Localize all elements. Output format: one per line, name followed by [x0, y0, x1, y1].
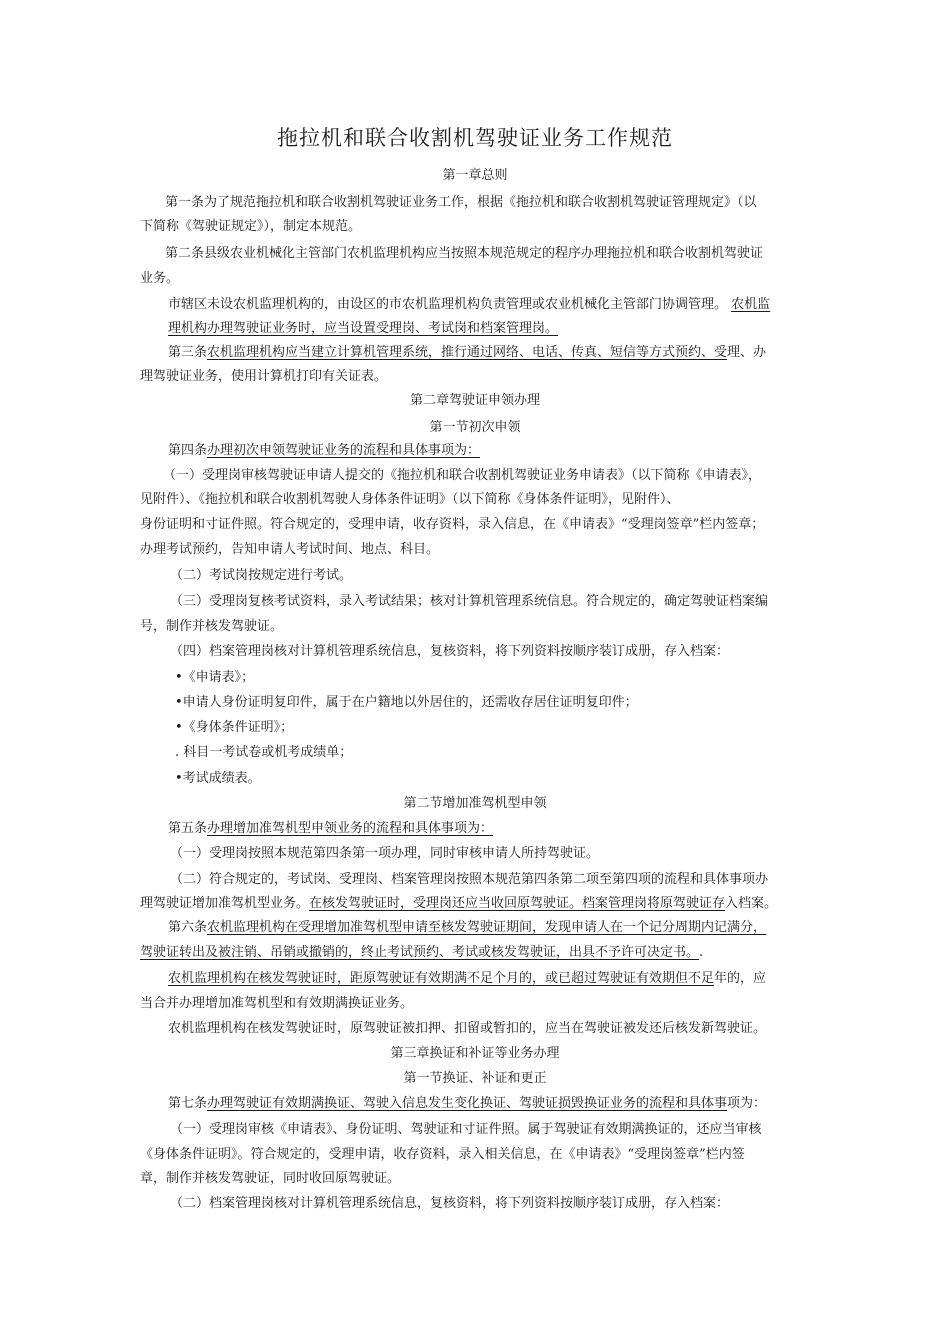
- archive-list-item: . 科目一考试卷或机考成绩单；: [175, 745, 353, 760]
- article-2-line-1: 第二条县级农业机械化主管部门农机监理机构应当按照本规范规定的程序办理拖拉机和联合收割机驾驶证: [165, 246, 764, 261]
- article-7-item-1-line-2: 《身体条件证明》。符合规定的，受理申请，收存资料，录入相关信息，在《申请表》“受理岗签章”栏内签: [140, 1147, 745, 1162]
- article-5-item-2-line-2: [140, 896, 777, 912]
- paragraph-merge-underlined: 农机监理机构在核发驾驶证时，距原驾驶证有效期满不足个月的，或已超过驾驶证有效期但不足: [168, 971, 715, 986]
- article-6-line-2-tail: .: [699, 945, 704, 960]
- article-7-underlined: 办理驾驶证有效期满换证、驾驶入信息发生变化换证、驾驶证损毁换证业务的流程和具体事: [207, 1096, 728, 1111]
- article-7-item-1-line-1: （一）受理岗审核《申请表》、身份证明、驾驶证和寸证件照。属于驾驶证有效期满换证的，还应当审核: [170, 1122, 762, 1137]
- archive-list-item: •考试成绩表。: [175, 771, 261, 786]
- article-1-line-1: 第一条为了规范拖拉机和联合收割机驾驶证业务工作，根据《拖拉机和联合收割机驾驶证管理规定》（以: [165, 195, 757, 210]
- article-4-item-1-line-3: 身份证明和寸证件照。符合规定的，受理申请，收存资料，录入信息，在《申请表》“受理岗签章”栏内签章；: [140, 517, 765, 532]
- article-6-line-2-underlined: 驾驶证转出及被注销、吊销或撤销的，终止考试预约、考试或核发驾驶证，出具不予许可决定书。: [140, 945, 700, 960]
- article-4-item-3-line-1: （三）受理岗复核考试资料，录入考试结果；核对计算机管理系统信息。符合规定的，确定驾驶证档案编: [170, 594, 769, 609]
- article-3-tail: 理、办: [727, 345, 767, 360]
- chapter-2-heading: 第二章驾驶证申领办理: [409, 393, 540, 408]
- paragraph-merge-line-1: [168, 971, 766, 987]
- article-3-line-2: 理驾驶证业务，使用计算机打印有关证表。: [140, 369, 388, 384]
- archive-list-item: •《申请表》；: [175, 670, 255, 685]
- section-2-1-heading: 第一节初次申领: [429, 420, 521, 435]
- article-4-item-4: （四）档案管理岗核对计算机管理系统信息，复核资料，将下列资料按顺序装订成册，存入档案：: [170, 644, 730, 659]
- archive-list-item: •申请人身份证明复印件，属于在户籍地以外居住的，还需收存居住证明复印件；: [175, 695, 638, 710]
- article-5-label: 第五条: [168, 821, 208, 836]
- article-7-item-2: （二）档案管理岗核对计算机管理系统信息，复核资料，将下列资料按顺序装订成册，存入档案：: [170, 1196, 730, 1211]
- article-5-item-2-underlined: 在核发驾驶证时，受理岗还应当收回原驾驶证。档案管理岗将原驾驶证存: [309, 896, 726, 911]
- article-5-underlined: 办理增加准驾机型申领业务的流程和具体事项为：: [207, 821, 494, 836]
- paragraph-district-underlined: 农机监: [731, 297, 771, 312]
- article-6-underlined: 农机监理机构在受理增加准驾机型申请至核发驾驶证期间，发现申请人在一个记分周期内记满分，: [207, 920, 767, 935]
- chapter-1-heading: 第一章总则: [442, 168, 508, 183]
- article-5-item-1: （一）受理岗按照本规范第四条第一项办理，同时审核申请人所持驾驶证。: [170, 846, 600, 861]
- article-4-item-1-line-4: 办理考试预约，告知申请人考试时间、地点、科目。: [140, 542, 440, 557]
- paragraph-seized-license: 农机监理机构在核发驾驶证时，原驾驶证被扣押、扣留或暂扣的，应当在驾驶证被发还后核发新驾驶证。: [168, 1021, 767, 1036]
- paragraph-district-line-1: [168, 297, 770, 313]
- article-7-item-1-line-3: 章，制作并核发驾驶证，同时收回原驾驶证。: [140, 1171, 401, 1186]
- article-4-underlined: 办理初次申领驾驶证业务的流程和具体事项为：: [207, 443, 481, 458]
- article-6-label: 第六条: [168, 920, 208, 935]
- article-6-line-2: [140, 945, 703, 961]
- article-1-line-2: 下简称《驾驶证规定》），制定本规范。: [140, 219, 362, 234]
- article-5-item-2-tail: 入档案。: [725, 896, 778, 911]
- article-4-item-1-line-2: 见附件）、《拖拉机和联合收割机驾驶人身体条件证明》（以下简称《身体条件证明》，见附件）、: [140, 492, 680, 507]
- article-5-heading: [168, 821, 493, 837]
- paragraph-district-line-2: 理机构办理驾驶证业务时，应当设置受理岗、考试岗和档案管理岗。: [168, 321, 559, 336]
- article-2-line-2: 业务。: [140, 271, 180, 286]
- paragraph-merge-tail: 年的，应: [714, 971, 767, 986]
- article-4-item-3-line-2: 号，制作并核发驾驶证。: [140, 619, 284, 634]
- article-4-item-2: （二）考试岗按规定进行考试。: [170, 568, 353, 583]
- archive-list-item: •《身体条件证明》；: [175, 720, 294, 735]
- article-4-label: 第四条: [168, 443, 208, 458]
- article-3-label: 第三条: [168, 345, 208, 360]
- article-3-line-1: [168, 345, 766, 361]
- paragraph-district-text: 市辖区未设农机监理机构的，由设区的市农机监理机构负责管理或农业机械化主管部门协调管理。: [168, 297, 728, 312]
- article-4-heading: [168, 443, 480, 459]
- section-3-1-heading: 第一节换证、补证和更正: [403, 1071, 547, 1086]
- article-7-label: 第七条: [168, 1096, 208, 1111]
- document-title: 拖拉机和联合收割机驾驶证业务工作规范: [277, 126, 673, 150]
- section-2-2-heading: 第二节增加准驾机型申领: [403, 796, 547, 811]
- chapter-3-heading: 第三章换证和补证等业务办理: [390, 1046, 560, 1061]
- article-5-item-2-text: 理驾驶证增加准驾机型业务。: [140, 896, 310, 911]
- article-5-item-2-line-1: （二）符合规定的，考试岗、受理岗、档案管理岗按照本规范第四条第二项至第四项的流程和具体事项办: [170, 872, 769, 887]
- paragraph-merge-line-2: 当合并办理增加准驾机型和有效期满换证业务。: [140, 996, 414, 1011]
- article-6-line-1: [168, 920, 766, 936]
- article-7-tail: 项为：: [727, 1096, 767, 1111]
- article-4-item-1-line-1: （一）受理岗审核驾驶证申请人提交的《拖拉机和联合收割机驾驶证业务申请表》（以下简称《申请表》，: [163, 468, 762, 483]
- article-3-underlined: 农机监理机构应当建立计算机管理系统，推行通过网络、电话、传真、短信等方式预约、受: [207, 345, 728, 360]
- article-7-heading: [168, 1096, 766, 1112]
